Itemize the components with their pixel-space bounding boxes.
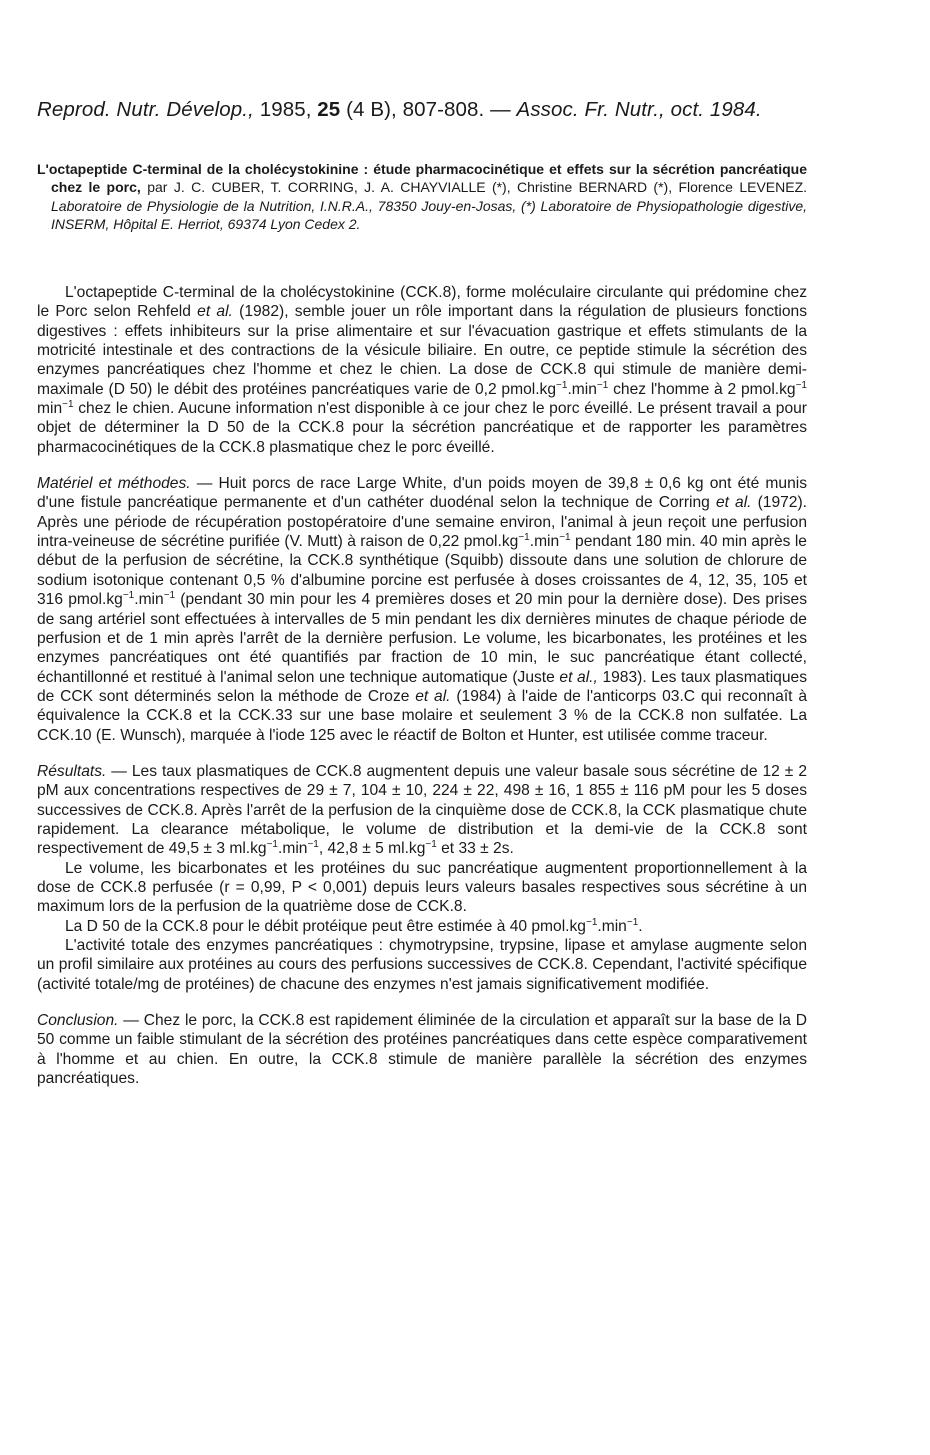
intro-etal: et al. bbox=[197, 303, 233, 321]
intro-text-4: chez l'homme à 2 pmol.kg bbox=[608, 380, 796, 398]
results-d50-text-2: .min bbox=[597, 917, 627, 935]
journal-volume: 25 bbox=[317, 98, 341, 121]
results-text-4: et 33 ± 2s. bbox=[436, 840, 514, 858]
intro-paragraph bbox=[37, 283, 807, 457]
results-text-2: .min bbox=[278, 840, 308, 858]
methods-etal-2: et al., bbox=[559, 668, 598, 686]
methods-text-3: .min bbox=[529, 533, 560, 551]
conclusion-label: Conclusion. bbox=[37, 1012, 119, 1030]
article-heading bbox=[37, 160, 807, 234]
intro-text-3: .min bbox=[567, 380, 597, 398]
methods-sup-1: −1 bbox=[518, 531, 530, 543]
methods-paragraph bbox=[37, 474, 807, 745]
meeting-reference: Assoc. Fr. Nutr., oct. 1984. bbox=[516, 98, 762, 121]
article-body bbox=[37, 283, 807, 1088]
results-paragraph-4: L'activité totale des enzymes pancréatiques : chymotrypsine, trypsine, lipase et amylase augmente selon un profil similaire aux protéines au cours des perfusions successives de CCK.8. Cependant, l'activité spécifique (activité totale/mg de protéines) de chacune des enzymes n'est jamais significativement modifiée. bbox=[37, 937, 807, 993]
results-text-1: — Les taux plasmatiques de CCK.8 augmentent depuis une valeur basale sous sécrétine de 12 ± 2 pM aux concentrations respectives de 29 ± 7, 104 ± 10, 224 ± 22, 498 ± 16, 1 855 ± 116 pM pour les 5 doses successives de CCK.8. Après l'arrêt de la perfusion de la cinquième dose de CCK.8, la CCK plasmatique chute rapidement. La clearance métabolique, le volume de distribution et la demi-vie de la CCK.8 sont respectivement de 49,5 ± 3 ml.kg bbox=[37, 762, 807, 858]
methods-text-2: (1972). Après une période de récupération postopératoire d'une semaine environ, l'animal à jeun reçoit une perfusion intra-veineuse de sécrétine purifiée (V. Mutt) à raison de 0,22 pmol.kg bbox=[37, 494, 807, 551]
results-paragraph-2: Le volume, les bicarbonates et les protéines du suc pancréatique augmentent proportionnellement à la dose de CCK.8 perfusée (r = 0,99, P < 0,001) depuis leurs valeurs basales respectives sous sécrétine à un maximum lors de la perfusion de la quatrième dose de CCK.8. bbox=[37, 859, 807, 916]
methods-etal-3: et al. bbox=[415, 687, 451, 705]
methods-text-8: (1984) à l'aide de l'anticorps 03.C qui reconnaît à équivalence la CCK.8 et la CCK.33 sur une base molaire et seulement 3 % de la CCK.8 non sulfatée. La CCK.10 (E. Wunsch), marquée à l'iode 125 avec le réactif de Bolton et Hunter, est utilisée comme traceur. bbox=[37, 687, 808, 744]
methods-text-1: — Huit porcs de race Large White, d'un poids moyen de 39,8 ± 0,6 kg ont été munis d'une fistule pancréatique permanente et d'un cathéter duodénal selon la technique de Corring bbox=[37, 475, 807, 512]
intro-text-2: (1982), semble jouer un rôle important dans la régulation de plusieurs fonctions digestives : effets inhibiteurs sur la prise alimentaire et sur l'évacuation gastrique et effets stimulants de la motricité intestinale et des contractions de la vésicule biliaire. En outre, ce peptide stimule la sécrétion des enzymes pancréatiques chez l'homme et chez le chien. La dose de CCK.8 qui stimule de manière demi-maximale (D 50) le débit des protéines pancréatiques varie de 0,2 pmol.kg bbox=[37, 303, 808, 398]
results-paragraph-3 bbox=[37, 917, 807, 936]
intro-sup-2: −1 bbox=[596, 379, 609, 391]
methods-sup-4: −1 bbox=[163, 589, 176, 601]
results-d50-text-3: . bbox=[638, 917, 643, 935]
methods-label: Matériel et méthodes. bbox=[37, 475, 191, 493]
methods-text-4: pendant 180 min. 40 min après le début de la perfusion de sécrétine, la CCK.8 synthétique (Squibb) dissoute dans une solution de chlorure de sodium isotonique contenant 0,5 % d'albumine porcine est perfusée à doses croissantes de 4, 12, 35, 105 et 316 pmol.kg bbox=[37, 533, 807, 609]
conclusion-text: — Chez le porc, la CCK.8 est rapidement éliminée de la circulation et apparaît sur la base de la D 50 comme un faible stimulant de la sécrétion des protéines pancréatiques dans cette espèce comparativement à l'homme et au chien. En outre, la CCK.8 stimule de manière parallèle la sécrétion des enzymes pancréatiques. bbox=[37, 1012, 807, 1088]
journal-name: Reprod. Nutr. Dévelop., bbox=[37, 98, 254, 121]
results-label: Résultats. bbox=[37, 762, 107, 780]
article-authors: J. C. CUBER, T. CORRING, J. A. CHAYVIALLE (*), Christine BERNARD (*), Florence LEVENEZ. bbox=[173, 179, 808, 196]
intro-sup-3: −1 bbox=[795, 379, 807, 391]
journal-citation bbox=[37, 98, 817, 122]
article-title: L'octapeptide C-terminal de la cholécystokinine : étude pharmacocinétique et effets sur la sécrétion pancréatique chez le porc, bbox=[37, 161, 807, 196]
results-sup-3: −1 bbox=[425, 839, 437, 851]
intro-text-1: L'octapeptide C-terminal de la cholécystokinine (CCK.8), forme moléculaire circulante qui prédomine chez le Porc selon Rehfeld bbox=[37, 284, 807, 321]
results-d50-sup-2: −1 bbox=[626, 916, 639, 928]
article-affiliation: Laboratoire de Physiologie de la Nutrition, I.N.R.A., 78350 Jouy-en-Josas, (*) Laboratoire de Physiopathologie digestive, INSERM, Hôpital E. Herriot, 69374 Lyon Cedex 2. bbox=[51, 197, 807, 233]
journal-year: 1985, bbox=[259, 98, 312, 121]
results-d50-sup-1: −1 bbox=[585, 916, 598, 928]
methods-sup-3: −1 bbox=[122, 589, 135, 601]
article-by: par bbox=[147, 179, 168, 196]
methods-sup-2: −1 bbox=[559, 531, 571, 543]
intro-text-6: chez le chien. Aucune information n'est disponible à ce jour chez le porc éveillé. Le présent travail a pour objet de déterminer la D 50 de la CCK.8 pour la sécrétion pancréatique et de rapporter les paramètres pharmacocinétiques de la CCK.8 plasmatique chez le porc éveillé. bbox=[37, 400, 807, 456]
results-sup-1: −1 bbox=[266, 839, 278, 851]
results-text-3: , 42,8 ± 5 ml.kg bbox=[318, 840, 426, 858]
methods-text-6: (pendant 30 min pour les 4 premières doses et 20 min pour la dernière dose). Des prises de sang artériel sont effectuées à intervalles de 5 min pendant les dix dernières minutes de chaque période de perfusion et de 1 min après l'arrêt de la dernière perfusion. Le volume, les bicarbonates, les protéines et les enzymes pancréatiques ont été quantifiés par fraction de 10 min, le suc pancréatique étant collecté, échantillonné et restitué à l'animal selon une technique automatique (Juste bbox=[37, 591, 807, 686]
methods-text-7: 1983). Les taux plasmatiques de CCK sont déterminés selon la méthode de Croze bbox=[37, 668, 807, 705]
journal-issue-pages: (4 B), 807-808. — bbox=[346, 98, 511, 121]
results-paragraph-1 bbox=[37, 762, 807, 859]
methods-etal-1: et al. bbox=[715, 494, 752, 512]
results-d50-text-1: La D 50 de la CCK.8 pour le débit protéique peut être estimée à 40 pmol.kg bbox=[65, 917, 586, 935]
results-sup-2: −1 bbox=[307, 839, 319, 851]
intro-sup-1: −1 bbox=[556, 379, 568, 391]
intro-text-5: min bbox=[37, 400, 63, 418]
intro-sup-4: −1 bbox=[62, 398, 74, 410]
conclusion-paragraph bbox=[37, 1011, 807, 1088]
methods-text-5: .min bbox=[134, 591, 164, 609]
